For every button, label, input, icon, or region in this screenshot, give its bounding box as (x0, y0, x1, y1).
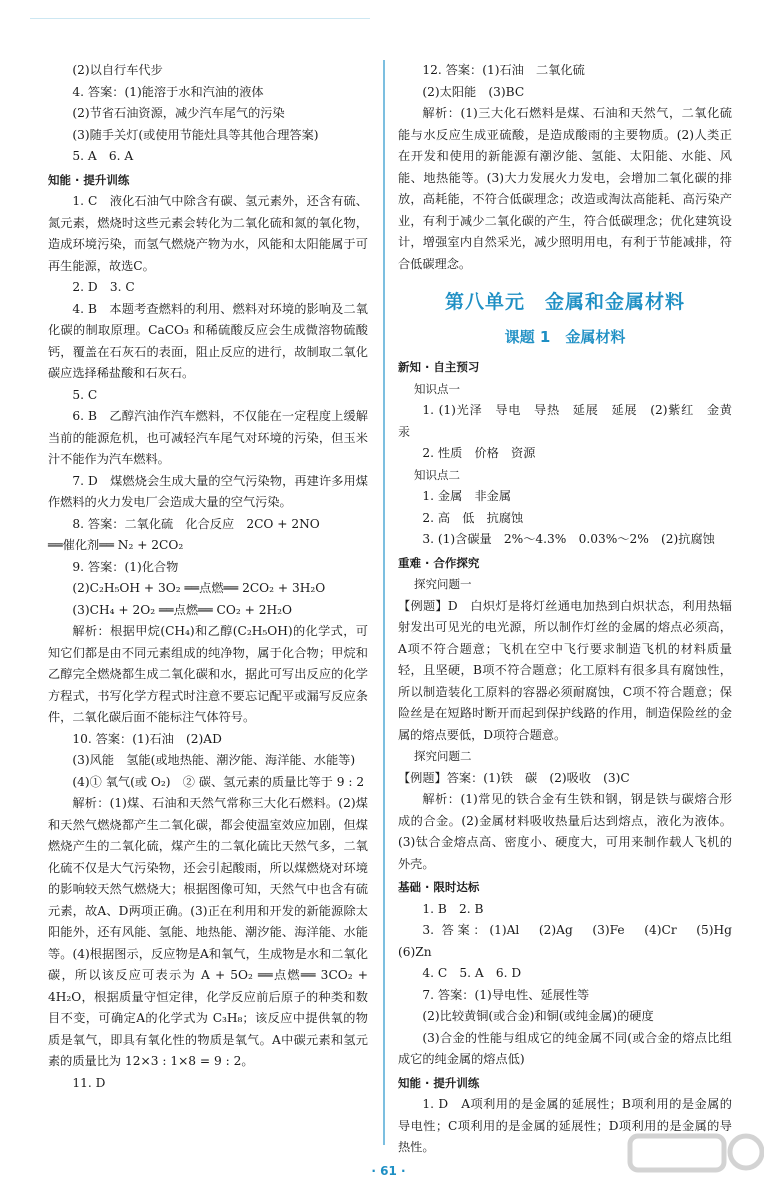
text-paragraph: (3)CH₄ + 2O₂ ══点燃══ CO₂ + 2H₂O (72, 602, 292, 617)
text-paragraph: (3)合金的性能与组成它的纯金属不同(或合金的熔点比组成它的纯金属的熔点低) (398, 1030, 732, 1066)
text-paragraph: 1. 金属 非金属 (422, 489, 512, 503)
section-heading: 知能 · 提升训练 (398, 1075, 480, 1090)
watermark-logo (624, 1128, 764, 1184)
top-edge-decoration (30, 0, 370, 19)
text-paragraph: 【例题】D 白炽灯是将灯丝通电加热到白炽状态，利用热辐射发出可见光的电光源，所以制作灯丝的金属的熔点必须高，A项不符合题意；飞机在空中飞行要求制造飞机的材料质量轻，且坚硬，B项不符合题意；化工原料有很多具有腐蚀性，所以制造装化工原料的容器必须耐腐蚀，C项不符合题意；保险丝是在短路时断开而起到保护线路的作用，制造保险丝的金属的熔点要低，D项符合题意。 (398, 598, 732, 742)
section-heading: 基础 · 限时达标 (398, 880, 480, 894)
section-heading: 知能 · 提升训练 (48, 172, 130, 187)
left-column (48, 60, 368, 1094)
text-paragraph: (3)随手关灯(或使用节能灶具等其他合理答案) (72, 127, 319, 142)
page-number: · 61 · (371, 1164, 406, 1178)
text-paragraph: (3)风能 氢能(或地热能、潮汐能、海洋能、水能等) (72, 753, 356, 767)
section-heading: 新知 · 自主预习 (398, 360, 480, 374)
text-paragraph: 8. 答案：二氧化硫 化合反应 2CO + 2NO (72, 516, 320, 531)
text-paragraph: 【例题】答案：(1)铁 碳 (2)吸收 (3)C (398, 770, 630, 785)
text-paragraph: 解析：(1)煤、石油和天然气常称三大化石燃料。(2)煤和天然气燃烧都产生二氧化碳，都会使温室效应加剧，但煤燃烧产生的二氧化硫，煤产生的二氧化硫比天然气多，二氧化硫不仅是大气污染物，还会引起酸雨，所以煤燃烧对环境的影响较天然气燃烧大；根据图像可知，天然气中也含有硫元素，故A、D两项正确。(3)正在利用和开发的新能源除太阳能外，还有风能、氢能、地热能、潮汐能、海洋能、水能等。(4)根据图示，反应物是A和氧气，生成物是水和二氧化碳，所以该反应可表示为 A + 5O₂ ══点燃══ 3CO₂ + 4H₂O，根据质量守恒定律，化学反应前后原子的种类和数目不变，可确定A的化学式为 C₃H₈；该反应中提供氧的物质是氧气，即具有氧化性的物质是氧气。A中碳元素和氢元素的质量比为 12×3 : 1×8 = 9 : 2。 (48, 796, 368, 1068)
column-divider (383, 60, 385, 1145)
text-paragraph: 3. 答案：(1)Al (2)Ag (3)Fe (4)Cr (5)Hg (6)Zn (398, 923, 745, 959)
text-paragraph: 7. D 煤燃烧会生成大量的空气污染物，再建许多用煤作燃料的火力发电厂会造成大量的空气污染。 (48, 473, 368, 509)
text-paragraph: 2. 高 低 抗腐蚀 (422, 510, 524, 525)
unit-title: 第八单元 金属和金属材料 (444, 291, 685, 313)
text-paragraph: 解析：根据甲烷(CH₄)和乙醇(C₂H₅OH)的化学式，可知它们都是由不同元素组成的纯净物，属于化合物；甲烷和乙醇完全燃烧都生成二氧化碳和水，据此可写出反应的化学方程式，书写化学方程式时注意不要忘记配平或漏写反应条件，二氧化碳后面不能标注气体符号。 (48, 624, 368, 724)
text-paragraph: 1. D A项利用的是金属的延展性；B项利用的是金属的导电性；C项利用的是金属的延展性；D项利用的是金属的导热性。 (398, 1097, 732, 1154)
text-paragraph: (2)以自行车代步 (72, 63, 163, 77)
subsection-heading: 探究问题一 (414, 577, 472, 591)
text-paragraph: 5. A 6. A (72, 149, 134, 163)
text-paragraph: 4. B 本题考查燃料的利用、燃料对环境的影响及二氧化碳的制取原理。CaCO₃ 和稀硫酸反应会生成微溶物硫酸钙，覆盖在石灰石的表面，阻止反应的进行，故制取二氧化碳应选择稀盐酸和石灰石。 (48, 301, 368, 380)
text-paragraph: (2)比较黄铜(或合金)和铜(或纯金属)的硬度 (422, 1009, 654, 1023)
text-paragraph: 1. B 2. B (422, 901, 484, 916)
text-paragraph: 解析：(1)常见的铁合金有生铁和钢，钢是铁与碳熔合形成的合金。(2)金属材料吸收热量后达到熔点，液化为液体。(3)钛合金熔点高、密度小、硬度大，可用来制作载人飞机的外壳。 (398, 792, 732, 871)
section-heading: 重难 · 合作探究 (398, 555, 480, 570)
text-paragraph: (2)节省石油资源，减少汽车尾气的污染 (72, 106, 285, 120)
text-paragraph: 10. 答案：(1)石油 (2)AD (72, 731, 222, 746)
text-paragraph: 解析：(1)三大化石燃料是煤、石油和天然气，二氧化硫能与水反应生成亚硫酸，是造成酸雨的主要物质。(2)人类正在开发和使用的新能源有潮汐能、氢能、太阳能、水能、风能、地热能等。(3)大力发展火力发电，会增加二氧化碳的排放，高耗能，不符合低碳理念；改造或淘汰高能耗、高污染产业，有利于减少二氧化碳的产生，符合低碳理念；优化建筑设计，增强室内自然采光，减少照明用电，有利于节能减排，符合低碳理念。 (398, 106, 732, 271)
text-paragraph: 2. D 3. C (72, 280, 135, 294)
text-paragraph: 4. 答案：(1)能溶于水和汽油的液体 (72, 84, 264, 99)
lesson-title: 课题 1 金属材料 (504, 328, 626, 346)
text-paragraph: 3. (1)含碳量 2%～4.3% 0.03%～2% (2)抗腐蚀 (422, 532, 715, 546)
subsection-heading: 探究问题二 (414, 749, 472, 763)
text-paragraph: (2)太阳能 (3)BC (422, 84, 525, 99)
text-paragraph: ══催化剂══ N₂ + 2CO₂ (48, 538, 184, 552)
text-paragraph: 4. C 5. A 6. D (422, 966, 522, 980)
text-paragraph: 2. 性质 价格 资源 (422, 446, 536, 460)
text-paragraph: 5. C (72, 387, 98, 402)
text-paragraph: 9. 答案：(1)化合物 (72, 559, 179, 574)
text-paragraph: 12. 答案：(1)石油 二氧化硫 (422, 63, 585, 77)
text-paragraph: 6. B 乙醇汽油作汽车燃料，不仅能在一定程度上缓解当前的能源危机，也可减轻汽车尾气对环境的污染，但玉米汁不能作为汽车燃料。 (48, 409, 368, 466)
text-paragraph: (4)① 氧气(或 O₂) ② 碳、氢元素的质量比等于 9 : 2 (72, 774, 365, 789)
text-paragraph: 1. C 液化石油气中除含有碳、氢元素外，还含有硫、氮元素，燃烧时这些元素会转化为二氧化硫和氮的氧化物，造成环境污染，而氢气燃烧产物为水，风能和太阳能属于可再生能源，故选C。 (48, 194, 368, 273)
text-paragraph: 11. D (72, 1075, 106, 1090)
text-paragraph: 7. 答案：(1)导电性、延展性等 (422, 987, 590, 1002)
right-column (398, 60, 745, 1159)
subsection-heading: 知识点一 (414, 381, 460, 396)
text-paragraph: 1. (1)光泽 导电 导热 延展 延展 (2)紫红 金黄 汞 (398, 403, 745, 439)
text-paragraph: (2)C₂H₅OH + 3O₂ ══点燃══ 2CO₂ + 3H₂O (72, 581, 326, 595)
subsection-heading: 知识点二 (414, 467, 460, 482)
